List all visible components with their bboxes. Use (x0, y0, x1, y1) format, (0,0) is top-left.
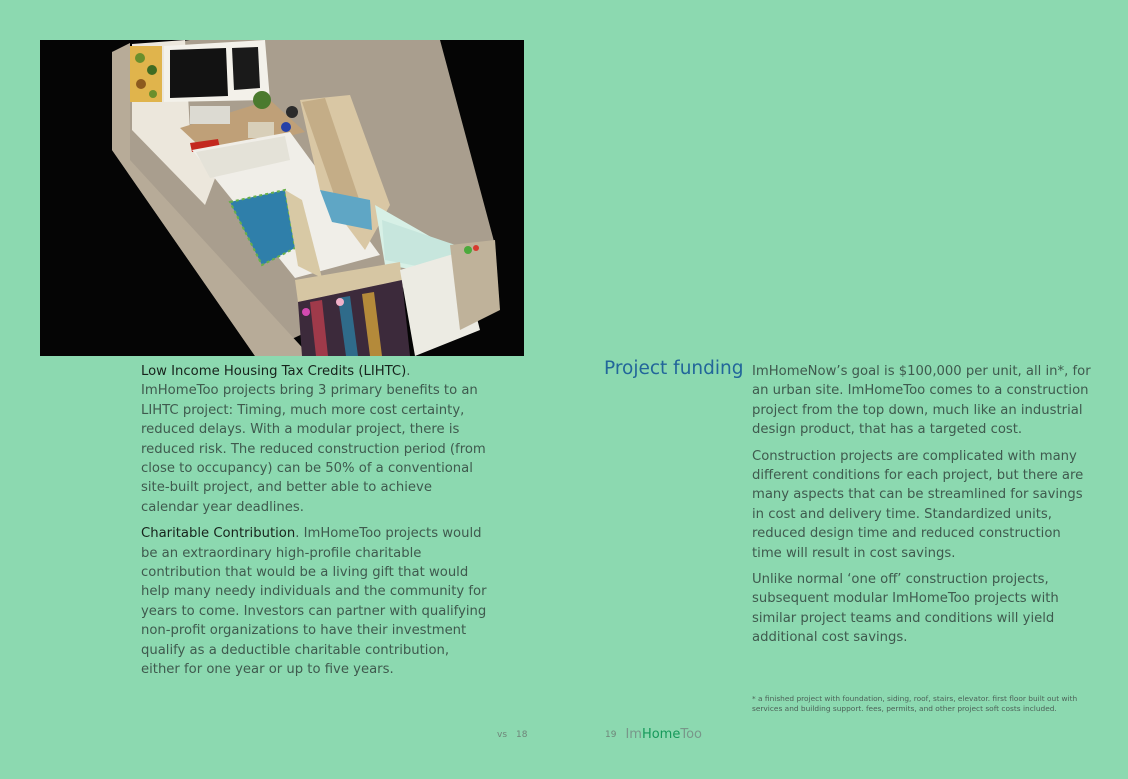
charitable-paragraph (141, 524, 491, 679)
goal-paragraph: ImHomeNow’s goal is $100,000 per unit, all in*, for an urban site. ImHomeToo comes to a construction project from the top down, much like an industrial design product, that has a targeted cost. (752, 364, 1091, 438)
brand-im: Im (625, 727, 642, 742)
page-number-left (497, 730, 527, 740)
complexity-paragraph: Construction projects are complicated with many different conditions for each project, but there are many aspects that can be streamlined for savings in cost and delivery time. Standardized units, reduced design time and reduced construction time will result in cost savings. (752, 448, 1084, 561)
brand-home: Home (641, 727, 681, 742)
charitable-text: . ImHomeToo projects would be an extraordinary high-profile charitable contribution that would be a living gift that would help many needy individuals and the community for years to come. Investors can partner with qualifying non-profit organizations to have their investment qualify as a deductible charitable contribution, either for one year or up to five years. (141, 526, 487, 678)
page-number-right (605, 727, 702, 742)
section-title: Project funding (604, 358, 744, 379)
footnote: * a finished project with foundation, siding, roof, stairs, elevator. first floor built out with services and building support. fees, permits, and other project soft costs included. (752, 694, 1078, 713)
left-column (141, 362, 491, 687)
charitable-heading: Charitable Contribution (141, 526, 296, 542)
left-page-number: 18 (516, 730, 528, 740)
model-photo (40, 40, 524, 356)
model-illustration (40, 40, 524, 356)
page-marker: vs (497, 730, 508, 740)
savings-paragraph: Unlike normal ‘one off’ construction projects, subsequent modular ImHomeToo projects with similar project teams and conditions will yield additional cost savings. (752, 572, 1059, 646)
lihtc-text: . ImHomeToo projects bring 3 primary benefits to an LIHTC project: Timing, much more cost certainty, reduced delays. With a modular project, there is reduced risk. The reduced construction period (from close to occupancy) can be 50% of a conventional site-built project, and better able to achieve calendar year deadlines. (141, 364, 486, 515)
brand-too: Too (680, 727, 702, 742)
lihtc-heading: Low Income Housing Tax Credits (LIHTC) (141, 364, 407, 379)
lihtc-paragraph (141, 362, 491, 517)
right-column (752, 362, 1092, 655)
right-page-number: 19 (605, 730, 617, 740)
